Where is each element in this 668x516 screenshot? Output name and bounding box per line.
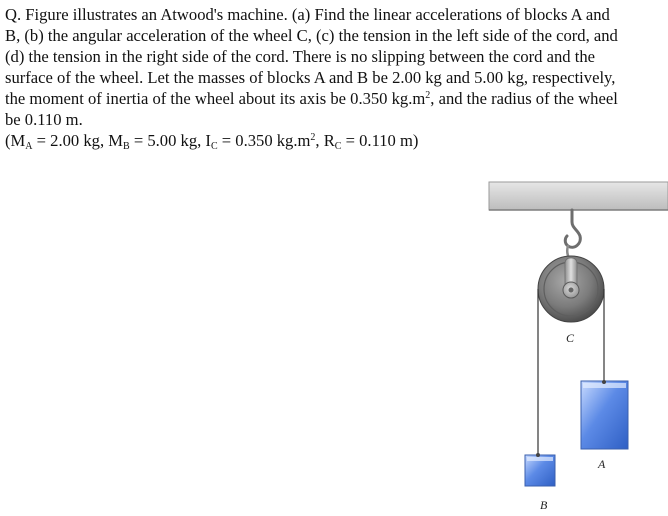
question-line-2: B, (b) the angular acceleration of the wheel C, (c) the tension in the left side of the cord, and: [5, 26, 618, 45]
given-mb-val: = 5.00 kg, I: [129, 131, 211, 150]
given-rc-val: = 0.110 m): [341, 131, 419, 150]
given-ma-val: = 2.00 kg, M: [32, 131, 124, 150]
block-b-attach: [536, 453, 540, 457]
ceiling-bar: [489, 182, 668, 210]
block-a: [581, 381, 628, 449]
given-ic-sub: C: [210, 141, 218, 152]
wheel-label: C: [566, 331, 575, 345]
question-line-3: (d) the tension in the right side of the cord. There is no slipping between the cord and the: [5, 47, 596, 66]
block-a-label: A: [598, 457, 606, 471]
pulley-axle-center: [569, 288, 574, 293]
block-b-label: B: [540, 498, 548, 512]
question-line-6: be 0.110 m.: [5, 110, 83, 129]
given-ic-sup: 2: [310, 132, 316, 143]
block-b-highlight: [527, 457, 553, 461]
given-ma-sub: A: [25, 141, 33, 152]
given-rc-pre: , R: [315, 131, 335, 150]
given-rc-sub: C: [334, 141, 342, 152]
question-line-1: Q. Figure illustrates an Atwood's machine. (a) Find the linear accelerations of blocks A and: [5, 5, 610, 24]
hook-icon: [565, 210, 580, 247]
line5-text: the moment of inertia of the wheel about its axis be 0.350 kg.m: [5, 89, 426, 108]
block-a-attach: [602, 380, 606, 384]
unit-exponent: 2: [425, 90, 431, 101]
question-line-4: surface of the wheel. Let the masses of blocks A and B be 2.00 kg and 5.00 kg, respectively,: [5, 68, 616, 87]
given-open: (M: [5, 131, 26, 150]
line5-tail: , and the radius of the wheel: [430, 89, 618, 108]
given-mb-sub: B: [123, 141, 130, 152]
given-ic-val: = 0.350 kg.m: [217, 131, 311, 150]
